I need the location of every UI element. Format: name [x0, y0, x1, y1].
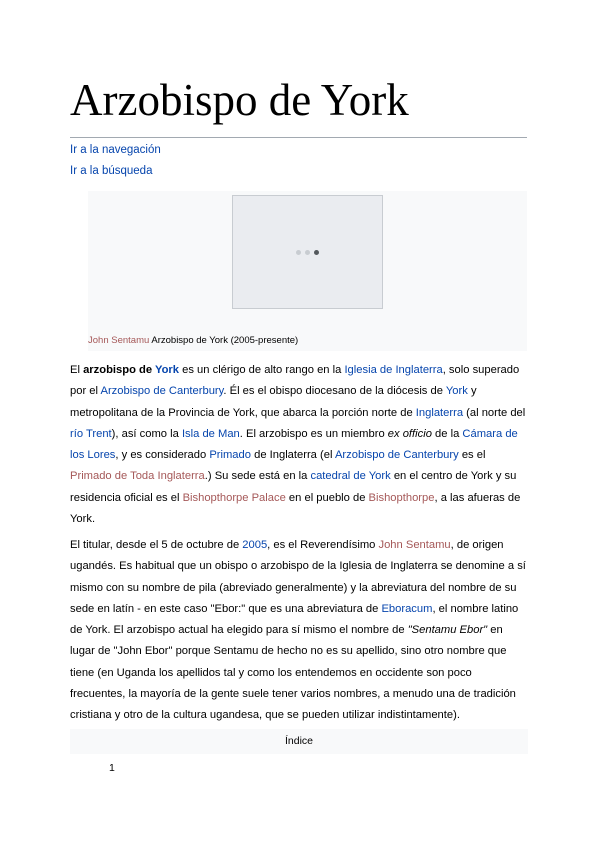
text-run: , de origen ugandés. Es habitual que un obispo o arzobispo de la Iglesia de Inglaterra se denomine a sí mismo con su nombre de pila (abreviado generalmente) y la abreviatura del nombre de su sede en latín - en este caso "Ebor:" que es una abreviatura de: [70, 539, 526, 615]
text-run: de la: [431, 427, 463, 440]
inline-link[interactable]: Inglaterra: [415, 406, 464, 419]
inline-link[interactable]: Primado de Toda Inglaterra: [70, 470, 205, 483]
figure-caption: [88, 335, 298, 346]
inline-link[interactable]: Eboracum: [381, 602, 433, 615]
loading-dot-icon: [305, 250, 310, 255]
loading-dot-icon: [314, 250, 319, 255]
intro-paragraph-1: [70, 360, 530, 530]
title-divider: [70, 137, 527, 138]
text-run: de Inglaterra (el: [250, 449, 335, 462]
toc-title: Índice: [284, 735, 314, 747]
text-run: .) Su sede está en la: [204, 470, 311, 483]
text-run: , y es considerado: [115, 449, 210, 462]
text-run: es el: [458, 449, 486, 462]
inline-link[interactable]: Isla de Man: [181, 427, 240, 440]
inline-link[interactable]: York: [154, 364, 180, 376]
text-run: "Sentamu Ebor": [407, 624, 488, 637]
inline-link[interactable]: catedral de York: [310, 470, 391, 483]
inline-link[interactable]: Primado: [209, 449, 251, 462]
text-run: en lugar de "John Ebor" porque Sentamu de hecho no es su apellido, sino otro nombre que tiene (en Uganda los apellidos tal y como los entendemos en occidente son poco frecuentes, la mayoría de la gente suele tener varios nombres, a menudo una de tradición cristiana y otro de la cultura ugandesa, que se pueden utilizar indistintamente).: [70, 624, 516, 722]
inline-link[interactable]: río Trent: [70, 427, 112, 440]
intro-paragraph-2: [70, 535, 530, 727]
inline-link[interactable]: Cámara de los Lores: [70, 427, 518, 462]
text-run: El titular, desde el 5 de octubre de: [70, 539, 243, 551]
text-run: , es el Reverendísimo: [267, 539, 379, 551]
text-run: El: [70, 364, 84, 376]
text-run: en el centro de York y su residencia oficial es el: [70, 470, 517, 504]
skip-to-navigation-link[interactable]: Ir a la navegación: [70, 144, 161, 156]
loading-dot-icon: [296, 250, 301, 255]
inline-link[interactable]: Bishopthorpe Palace: [182, 491, 286, 504]
text-run: . Él es el obispo diocesano de la diócesis de: [223, 385, 446, 398]
text-run: . El arzobispo es un miembro: [239, 427, 388, 440]
text-run: arzobispo de: [83, 364, 155, 376]
caption-text: Arzobispo de York (2005-presente): [149, 335, 299, 346]
table-of-contents: [70, 729, 528, 754]
inline-link[interactable]: 2005: [242, 539, 268, 551]
text-run: , solo superado por el: [70, 364, 520, 398]
text-run: es un clérigo de alto rango en la: [179, 364, 345, 376]
text-run: (al norte del: [463, 406, 526, 419]
toc-item-number[interactable]: 1: [109, 762, 115, 774]
text-run: ex officio: [387, 427, 432, 440]
inline-link[interactable]: Arzobispo de Canterbury: [334, 449, 459, 462]
text-run: , a las afueras de York.: [70, 491, 521, 526]
text-run: ), así como la: [111, 427, 182, 440]
inline-link[interactable]: York: [445, 385, 468, 398]
text-run: y metropolitana de la Provincia de York, que abarca la porción norte de: [70, 385, 477, 419]
inline-link[interactable]: Arzobispo de Canterbury: [100, 385, 224, 398]
inline-link[interactable]: John Sentamu: [378, 539, 451, 551]
skip-to-search-link[interactable]: Ir a la búsqueda: [70, 165, 153, 177]
page-title: Arzobispo de York: [70, 75, 409, 125]
inline-link[interactable]: Bishopthorpe: [368, 491, 435, 504]
inline-link[interactable]: Iglesia de Inglaterra: [344, 364, 443, 376]
text-run: , el nombre latino de York. El arzobispo actual ha elegido para sí mismo el nombre de: [70, 602, 519, 637]
caption-link-john-sentamu[interactable]: John Sentamu: [88, 335, 150, 346]
text-run: en el pueblo de: [285, 491, 369, 504]
